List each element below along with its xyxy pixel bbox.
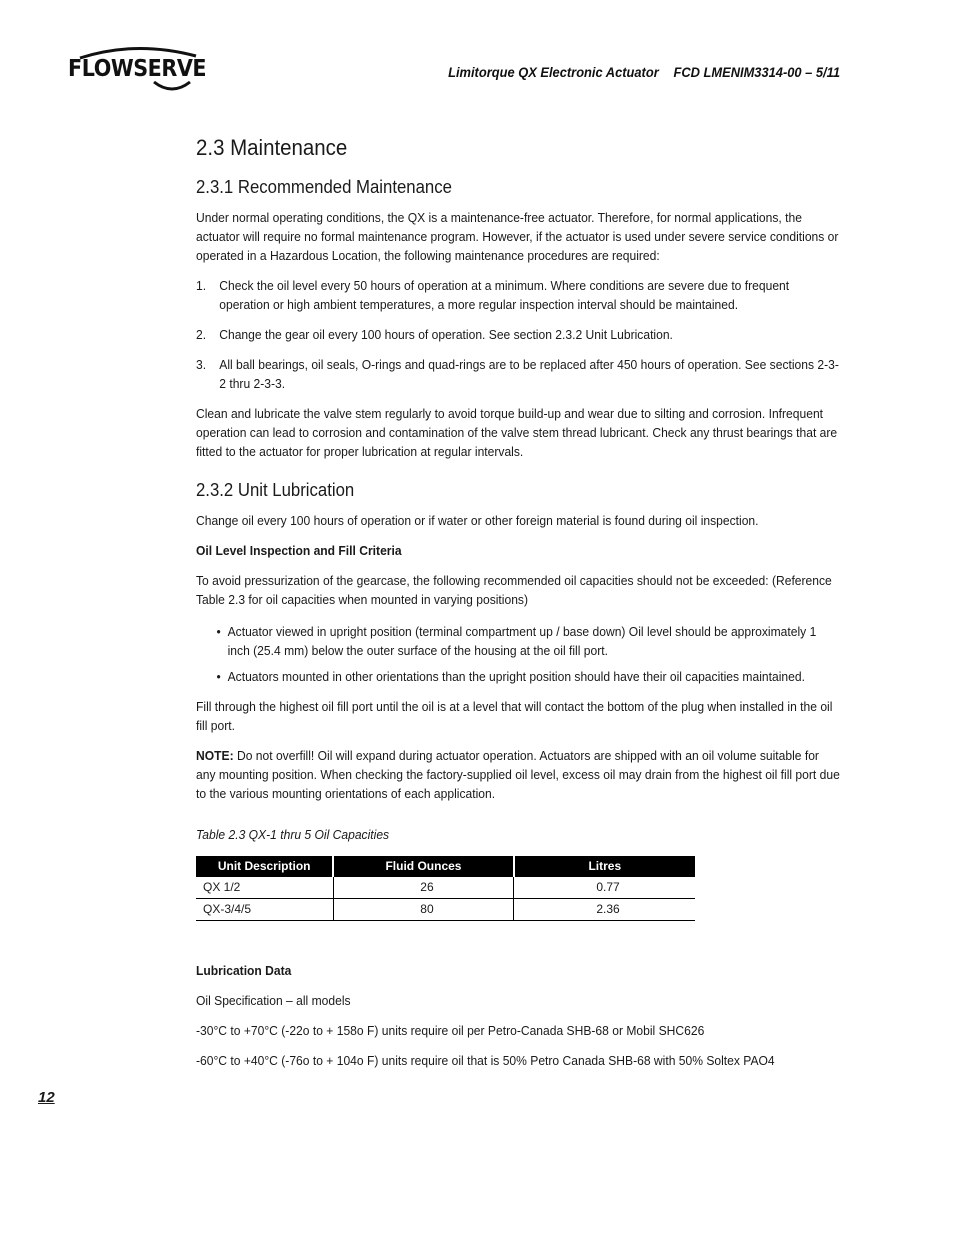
step-text: All ball bearings, oil seals, O-rings and quad-rings are to be replaced after 450 hours of operation. See sections 2-3-2 thru 2-3-3. bbox=[219, 357, 839, 391]
flowserve-logo bbox=[68, 44, 208, 96]
step-text: Check the oil level every 50 hours of operation at a minimum. Where conditions are severe due to frequent operation or high ambient temperatures, a more regular inspection interval should be maintained. bbox=[219, 278, 790, 312]
table-header-row bbox=[196, 856, 695, 877]
oil-level-heading: Oil Level Inspection and Fill Criteria bbox=[196, 543, 402, 558]
bullet-text: Actuator viewed in upright position (terminal compartment up / base down) Oil level should be approximately 1 inch (25.4 mm) below the outer surface of the housing at the oil fill port. bbox=[227, 624, 817, 658]
page-number: 12 bbox=[38, 1089, 55, 1106]
list-item bbox=[196, 667, 840, 686]
bullet-icon: • bbox=[216, 669, 221, 684]
lubrication-intro: Change oil every 100 hours of operation or if water or other foreign material is found during oil inspection. bbox=[196, 513, 759, 528]
bullet-icon: • bbox=[216, 624, 221, 639]
fill-text: Fill through the highest oil fill port until the oil is at a level that will contact the bottom of the plug when installed in the oil fill port. bbox=[196, 699, 833, 733]
note-text: Do not overfill! Oil will expand during actuator operation. Actuators are shipped with an oil volume suitable for any mounting position. When checking the factory-supplied oil level, excess oil may drain from the highest oil fill port due to the various mounting orientations of each application. bbox=[196, 748, 840, 801]
list-item bbox=[196, 276, 840, 314]
column-header: Fluid Ounces bbox=[333, 856, 513, 877]
lubrication-data bbox=[196, 961, 840, 1070]
step-number: 2. bbox=[196, 327, 207, 342]
table-row bbox=[196, 877, 695, 899]
list-item bbox=[196, 325, 840, 344]
table-cell: 2.36 bbox=[514, 899, 695, 921]
bullet-text: Actuators mounted in other orientations than the upright position should have their oil capacities maintained. bbox=[227, 669, 805, 684]
oil-spec: Oil Specification – all models bbox=[196, 993, 351, 1008]
step-text: Change the gear oil every 100 hours of operation. See section 2.3.2 Unit Lubrication. bbox=[219, 327, 673, 342]
oil-level-bullets bbox=[196, 622, 840, 686]
header-doc-code: FCD LMENIM3314-00 – 5/11 bbox=[673, 64, 840, 80]
lubrication-data-heading: Lubrication Data bbox=[196, 963, 292, 978]
table-cell: 80 bbox=[333, 899, 513, 921]
step-number: 3. bbox=[196, 357, 207, 372]
page-content bbox=[196, 134, 841, 1081]
text-column bbox=[196, 134, 840, 844]
maintenance-steps bbox=[196, 276, 840, 393]
table-cell: QX 1/2 bbox=[196, 877, 333, 899]
recommended-maintenance-title: 2.3.1 Recommended Maintenance bbox=[196, 177, 452, 197]
table-caption: Table 2.3 QX-1 thru 5 Oil Capacities bbox=[196, 827, 390, 842]
column-header: Unit Description bbox=[196, 856, 333, 877]
table-cell: QX-3/4/5 bbox=[196, 899, 333, 921]
recommended-closing: Clean and lubricate the valve stem regularly to avoid torque build-up and wear due to silting and corrosion. Infrequent operation can lead to corrosion and contamination of the valve stem thread lubricant. Check any thrust bearings that are fitted to the actuator for proper lubrication at regular intervals. bbox=[196, 406, 838, 459]
list-item bbox=[196, 355, 840, 393]
logo-text: FLOWSERVE bbox=[68, 56, 207, 82]
step-number: 1. bbox=[196, 278, 207, 293]
running-header bbox=[448, 64, 840, 80]
oil-capacities-table bbox=[196, 856, 695, 921]
unit-lubrication-title: 2.3.2 Unit Lubrication bbox=[196, 480, 355, 500]
recommended-intro: Under normal operating conditions, the QX is a maintenance-free actuator. Therefore, for normal applications, the actuator will require no formal maintenance program. However, if the actuator is used under severe service conditions or operated in a Hazardous Location, the following maintenance procedures are required: bbox=[196, 210, 839, 263]
oil-spec-line-1: -30°C to +70°C (-22o to + 158o F) units require oil per Petro-Canada SHB-68 or Mobil SHC626 bbox=[196, 1023, 705, 1038]
list-item bbox=[196, 622, 840, 660]
oil-spec-line-2: -60°C to +40°C (-76o to + 104o F) units require oil that is 50% Petro Canada SHB-68 with 50% Soltex PAO4 bbox=[196, 1053, 775, 1068]
note-label: NOTE: bbox=[196, 748, 234, 763]
table-cell: 26 bbox=[333, 877, 513, 899]
table-row bbox=[196, 899, 695, 921]
table-cell: 0.77 bbox=[514, 877, 695, 899]
note-paragraph bbox=[196, 746, 840, 803]
header-product: Limitorque QX Electronic Actuator bbox=[448, 64, 659, 80]
section-title: 2.3 Maintenance bbox=[196, 135, 348, 160]
oil-level-text: To avoid pressurization of the gearcase, the following recommended oil capacities should not be exceeded: (Reference Table 2.3 for oil capacities when mounted in varying positions) bbox=[196, 573, 832, 607]
column-header: Litres bbox=[514, 856, 695, 877]
